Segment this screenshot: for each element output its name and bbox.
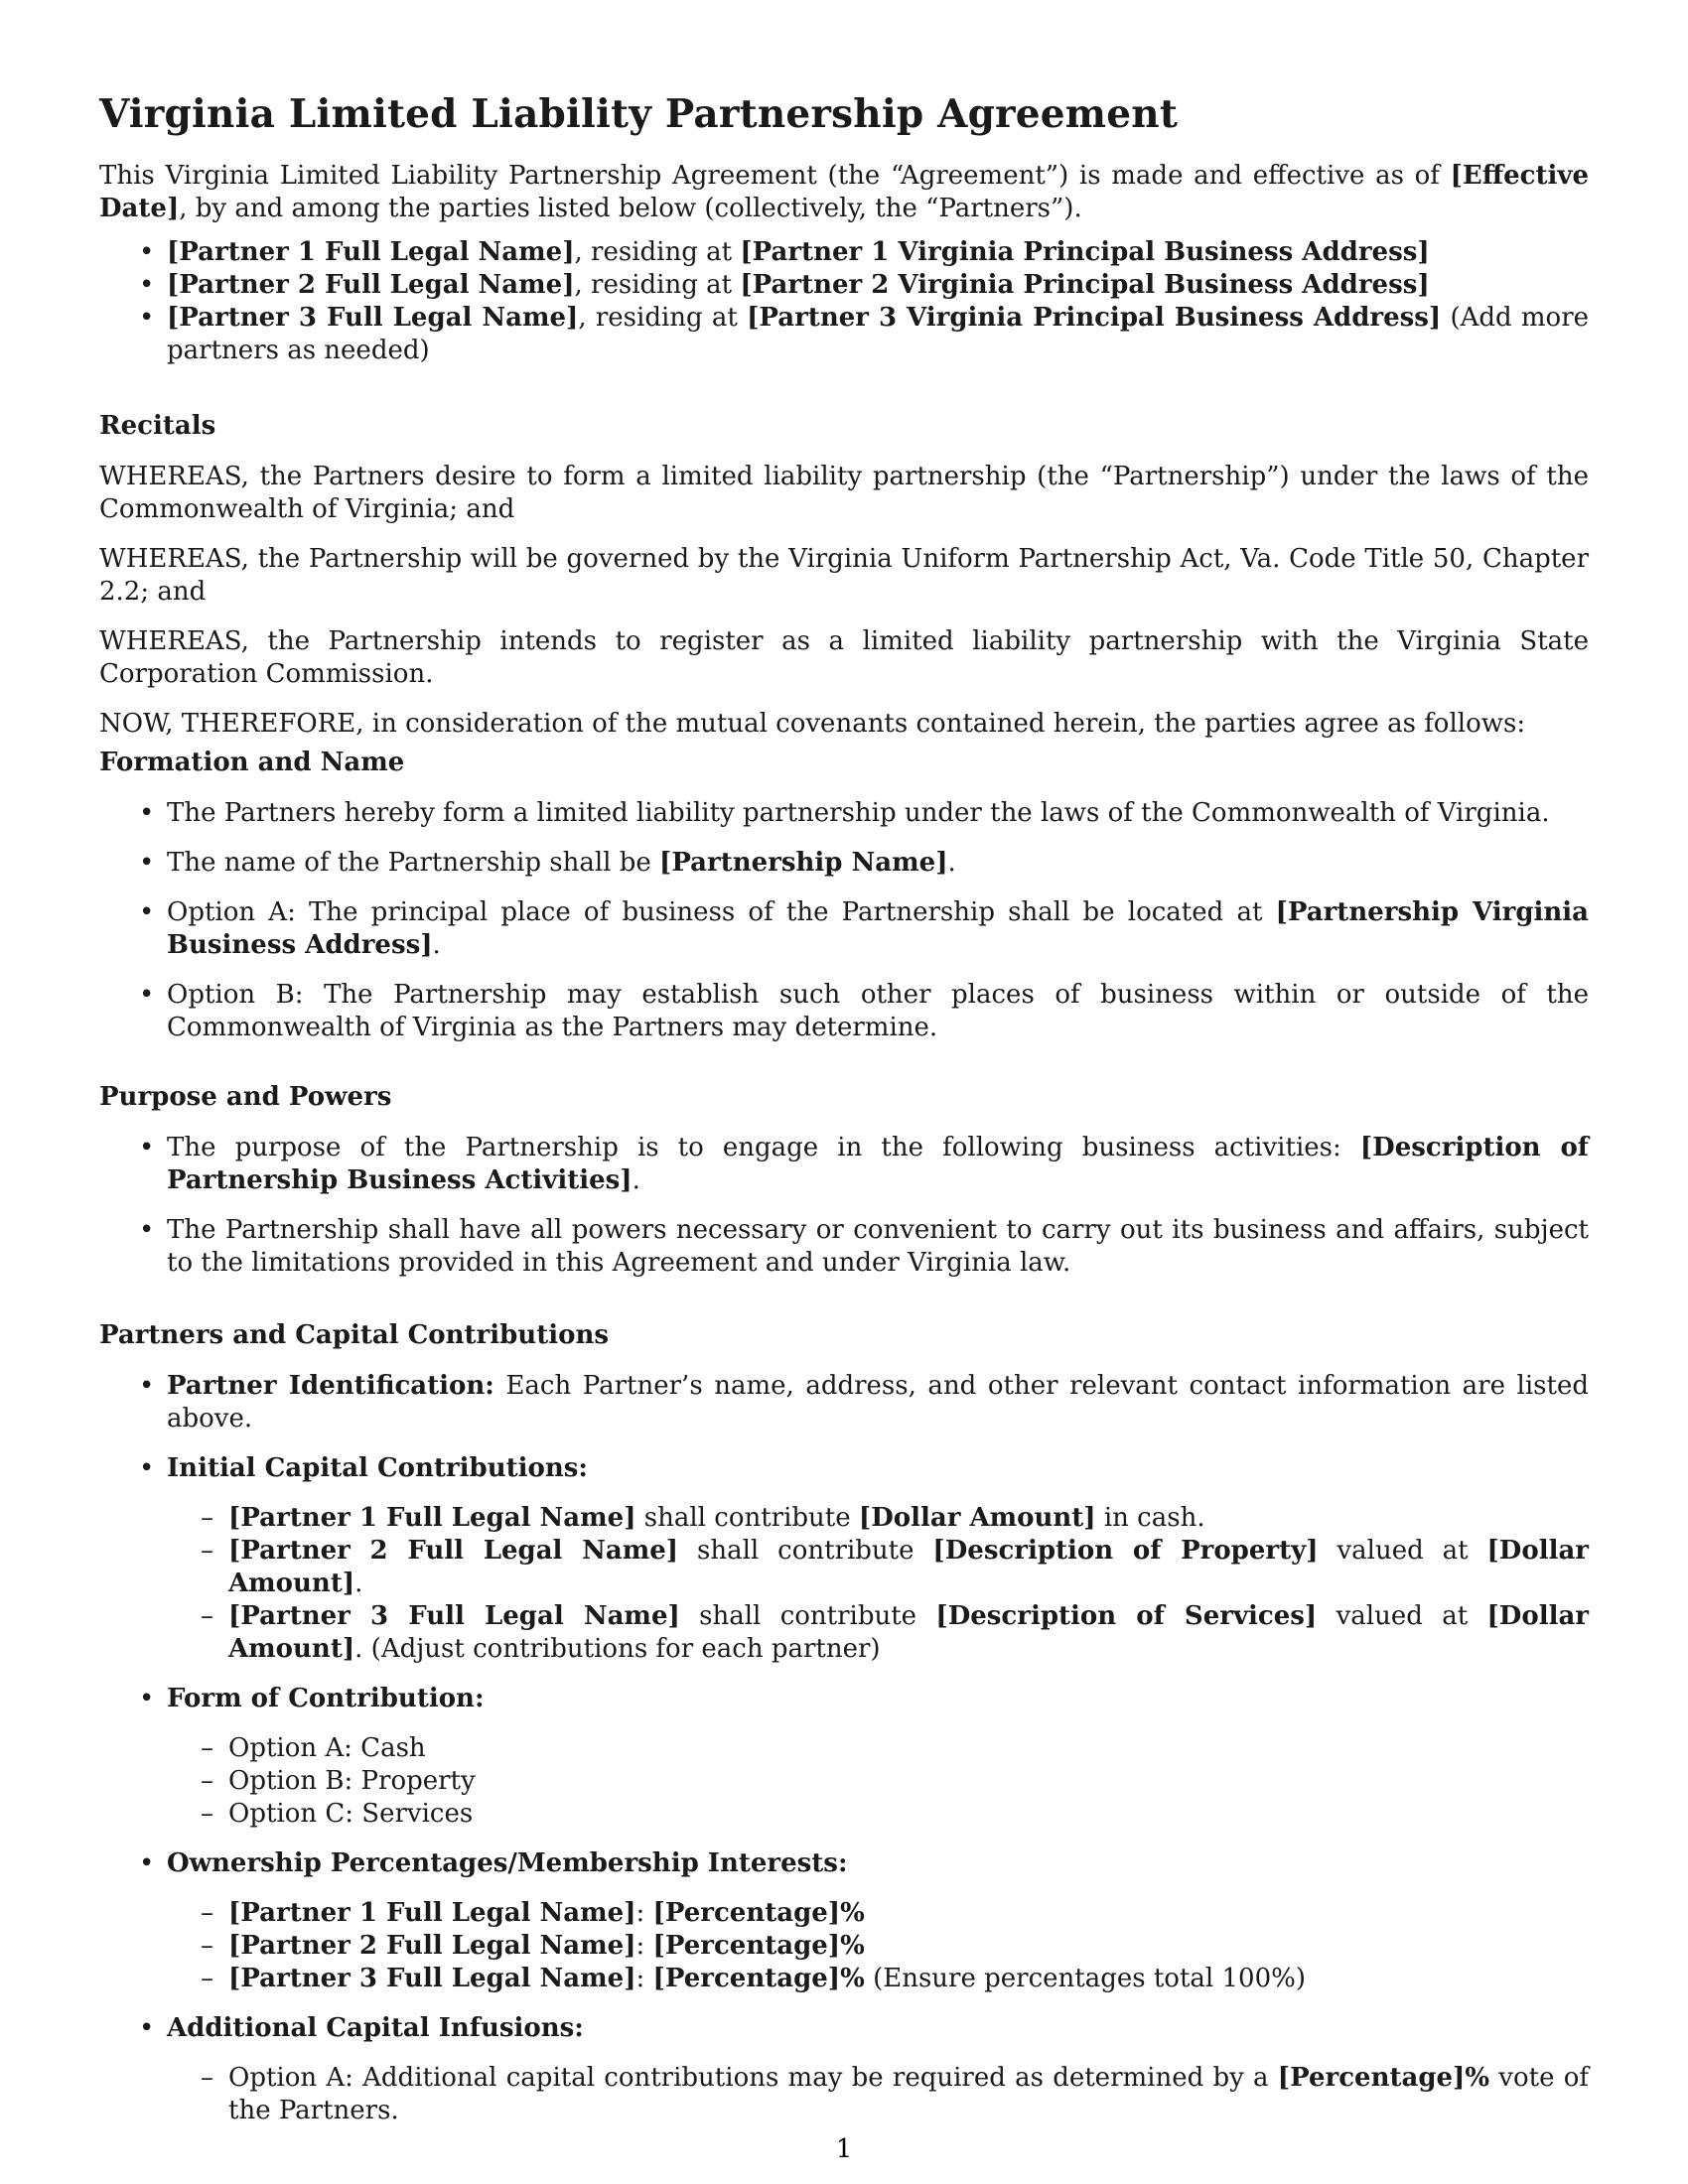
percentage-placeholder: [Percentage]% [652, 1964, 865, 1993]
dollar-amount-placeholder: [Dollar Amount] [228, 1601, 1589, 1664]
list-text: (Ensure percentages total 100%) [864, 1964, 1306, 1993]
item-label: Additional Capital Infusions: [167, 2013, 584, 2043]
partner-name: [Partner 3 Full Legal Name] [228, 1964, 636, 1993]
recital-paragraph: WHEREAS, the Partnership will be governed by the Virginia Uniform Partnership Act, Va. Code Title 50, Chapter 2.2; and [99, 544, 1589, 607]
list-text: Each Partner’s name, address, and other relevant contact information are listed above. [167, 1371, 1589, 1433]
list-text: . [432, 930, 441, 960]
recitals-section [99, 410, 1589, 741]
purpose-section [99, 1081, 1589, 1297]
services-placeholder: [Description of Services] [935, 1601, 1318, 1631]
percentage-placeholder: [Percentage]% [652, 1898, 865, 1928]
list-text: . [947, 848, 956, 878]
list-text: Option A: The principal place of business of the Partnership shall be located at [167, 897, 1276, 927]
sublist-item [167, 1930, 1589, 1963]
intro-text: This Virginia Limited Liability Partnership Agreement (the “Agreement”) is made and effective as of [99, 161, 1451, 191]
partner-name: [Partner 1 Full Legal Name] [167, 237, 575, 267]
sublist-item [167, 2062, 1589, 2127]
recital-paragraph: WHEREAS, the Partnership intends to register as a limited liability partnership with the Virginia State Corporation Commission. [99, 626, 1589, 689]
partner-name: [Partner 1 Full Legal Name] [228, 1503, 636, 1533]
ownership-sublist [167, 1897, 1589, 1995]
partner-list [99, 236, 1589, 367]
partner-name: [Partner 3 Full Legal Name] [228, 1601, 680, 1631]
partner-address: [Partner 1 Virginia Principal Business Address] [740, 237, 1430, 267]
effective-date-placeholder: [Effective Date] [99, 161, 1589, 223]
additional-sublist [167, 2062, 1589, 2127]
partner-name: [Partner 2 Full Legal Name] [167, 270, 575, 300]
formation-heading: Formation and Name [99, 748, 405, 777]
list-item: • Option B: The Partnership may establish such other places of business within or outside of the Commonwealth of Virginia as the Partners may determine. [99, 979, 1589, 1044]
list-item [99, 1452, 1589, 1666]
sublist-item [167, 1963, 1589, 1995]
formation-list [99, 797, 1589, 1044]
list-item [99, 1132, 1589, 1197]
sublist-item: – Option A: Cash [167, 1732, 1589, 1765]
list-text: Option A: Additional capital contributions may be required as determined by a [228, 2063, 1278, 2093]
list-text: in cash. [1095, 1503, 1205, 1533]
partner-list-item [99, 302, 1589, 367]
sublist-item [167, 1535, 1589, 1600]
list-item [99, 1683, 1589, 1831]
page-number: 1 [835, 2134, 853, 2164]
purpose-heading: Purpose and Powers [99, 1082, 392, 1112]
partner-name: [Partner 2 Full Legal Name] [228, 1536, 679, 1566]
partner-text: , residing at [574, 270, 741, 300]
intro-paragraph [99, 160, 1589, 225]
form-sublist [167, 1732, 1589, 1831]
list-item: • The Partnership shall have all powers necessary or convenient to carry out its business and affairs, subject to the limitations provided in this Agreement and under Virginia law. [99, 1214, 1589, 1280]
contribution-sublist [167, 1502, 1589, 1666]
list-item [99, 1370, 1589, 1435]
capital-section [99, 1319, 1589, 2144]
recital-paragraph: WHEREAS, the Partners desire to form a limited liability partnership (the “Partnership”) under the laws of the Commonwealth of Virginia; and [99, 462, 1589, 524]
intro-section [99, 160, 1589, 367]
item-label: Partner Identification: [167, 1371, 494, 1401]
list-text: . (Adjust contributions for each partner) [354, 1634, 881, 1664]
item-label: Ownership Percentages/Membership Interests: [167, 1848, 848, 1878]
purpose-list [99, 1132, 1589, 1280]
partner-address: [Partner 3 Virginia Principal Business Address] [747, 303, 1442, 333]
capital-list [99, 1370, 1589, 2127]
list-text: : [635, 1964, 653, 1993]
percentage-placeholder: [Percentage]% [1277, 2063, 1490, 2093]
list-text: : [635, 1898, 653, 1928]
sublist-item [167, 1897, 1589, 1930]
partner-note: (Add more partners as needed) [167, 303, 1590, 365]
dollar-amount-placeholder: [Dollar Amount] [228, 1536, 1589, 1598]
list-text: : [635, 1931, 653, 1961]
partner-list-item [99, 269, 1589, 302]
sublist-item: – Option C: Services [167, 1798, 1589, 1831]
partner-text: , residing at [578, 303, 748, 333]
list-item: • The Partners hereby form a limited liability partnership under the laws of the Commonwealth of Virginia. [99, 797, 1589, 830]
property-placeholder: [Description of Property] [932, 1536, 1319, 1566]
formation-section [99, 747, 1589, 1061]
list-text: valued at [1318, 1536, 1487, 1566]
recitals-heading: Recitals [99, 411, 216, 441]
list-item [99, 2012, 1589, 2127]
recital-paragraph: NOW, THEREFORE, in consideration of the mutual covenants contained herein, the parties agree as follows: [99, 709, 1526, 739]
percentage-placeholder: [Percentage]% [652, 1931, 865, 1961]
list-text: shall contribute [678, 1536, 933, 1566]
partner-name: [Partner 2 Full Legal Name] [228, 1931, 636, 1961]
list-text: The purpose of the Partnership is to engage in the following business activities: [167, 1133, 1360, 1162]
capital-heading: Partners and Capital Contributions [99, 1320, 609, 1350]
list-item [99, 847, 1589, 880]
sublist-item: – Option B: Property [167, 1765, 1589, 1798]
intro-text-end: , by and among the parties listed below (collectively, the “Partners”). [179, 194, 1082, 223]
list-item [99, 896, 1589, 962]
list-text: . [354, 1569, 363, 1598]
list-item [99, 1847, 1589, 1995]
business-activities-placeholder: [Description of Partnership Business Activities] [167, 1133, 1589, 1195]
partner-list-item [99, 236, 1589, 269]
document-title: Virginia Limited Liability Partnership Agreement [99, 91, 1179, 137]
partner-text: , residing at [574, 237, 741, 267]
business-address-placeholder: [Partnership Virginia Business Address] [167, 897, 1590, 960]
list-text: valued at [1317, 1601, 1487, 1631]
list-text: shall contribute [635, 1503, 859, 1533]
dollar-amount-placeholder: [Dollar Amount] [858, 1503, 1096, 1533]
sublist-item [167, 1600, 1589, 1666]
item-label: Form of Contribution: [167, 1684, 485, 1713]
list-text: . [632, 1165, 640, 1195]
partner-name: [Partner 3 Full Legal Name] [167, 303, 579, 333]
partnership-name-placeholder: [Partnership Name] [659, 848, 948, 878]
sublist-item [167, 1502, 1589, 1535]
partner-name: [Partner 1 Full Legal Name] [228, 1898, 636, 1928]
list-text: shall contribute [679, 1601, 936, 1631]
list-text: The name of the Partnership shall be [167, 848, 660, 878]
partner-address: [Partner 2 Virginia Principal Business Address] [740, 270, 1430, 300]
list-text: vote of the Partners. [228, 2063, 1589, 2125]
item-label: Initial Capital Contributions: [167, 1453, 588, 1483]
